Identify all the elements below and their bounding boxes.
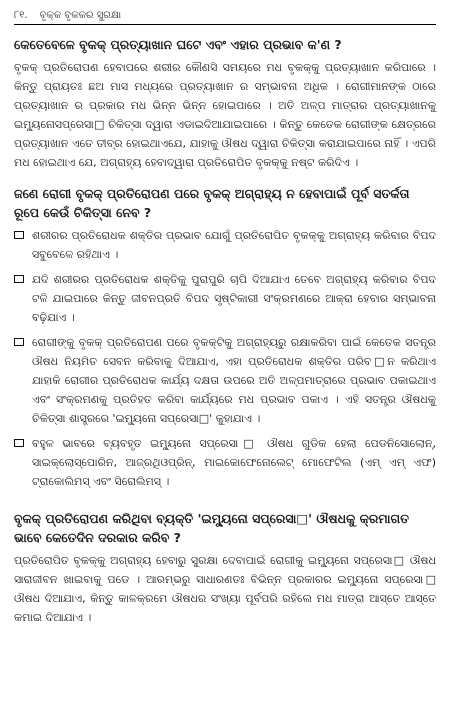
section-2 (14, 184, 436, 491)
section-3-paragraph: ପ୍ରତିରୋପିତ ବୃକକ୍କୁ ଅଗ୍ରାହ୍ୟ ହେବାରୁ ସୁରକ୍ଷା ଦେବାପାଇଁ ରୋଗୀକୁ ଇମ୍ୟୁନୋ ସପ୍ରେସା□ ଔଷଧ ସାରାଜୀବନ ଖାଇବାକୁ ପଡେ । ଆରମ୍ଭରୁ ସାଧାରଣତଃ ବିଭିନ୍ନ ପ୍ରକାରର ଇମ୍ୟୁନୋ ସପ୍ରେସା□ ଔଷଧ ଦିଆଯାଏ, କିନ୍ତୁ କାଳକ୍ରମେ ଔଷଧର ସଂଖ୍ୟା ପୂର୍ବପରି ରହିଲେ ମଧ ମାତ୍ରା ଆସ୍ତେ ଆସ୍ତେ କମାଇ ଦିଆଯାଏ । (14, 554, 436, 624)
running-title: ବୃକ୍କ ବୃକକର ସୁରକ୍ଷା (39, 9, 122, 21)
section-3 (14, 509, 436, 627)
header-rule (14, 24, 436, 25)
running-header (14, 8, 436, 22)
page-number: ୮୧. (14, 9, 28, 21)
bullet-text: ରୋଗୀଙ୍କୁ ବୃକକ୍ ପ୍ରତିରୋପଣ ପରେ ବୃକକ୍ଟିକୁ ଅଗ୍ରାହ୍ୟରୁ ରକ୍ଷାକରିବା ପାଇଁ କେତେକ ସତନ୍ତ୍ର ଔଷଧ ନିୟମିତ ସେବନ କରିବାକୁ ଦିଆଯାଏ, ଏହା ପ୍ରତିରୋଧକ ଶକ୍ତିର ପରିବ□ନ କରିଥାଏ ଯାହାକି ରୋଗୀର ପ୍ରତିରୋଧକ କାର୍ଯ୍ୟ ଦକ୍ଷତା ଉପରେ ଅତି ଅଳ୍ପମାତ୍ରାରେ ପ୍ରଭାବ ପକାଇଥାଏ ଏବଂ ସଂକ୍ରମଣକୁ ପ୍ରତିହତ କରିବା କାର୍ଯ୍ୟରେ ମଧ ପ୍ରଭାବ ପକାଏ । ଏହି ସତନ୍ତ୍ର ଔଷଧକୁ ଚିକିତ୍ସା ଶାସ୍ତ୍ରରେ 'ଇମ୍ୟୁନୋ ସପ୍ରେସା□' କୁହାଯାଏ । (32, 336, 436, 425)
list-item (14, 434, 436, 491)
bullet-text: ଶରୀରର ପ୍ରତିରୋଧକ ଶକ୍ତିର ପ୍ରଭାବ ଯୋଗୁଁ ପ୍ରତିରୋପିତ ବୃକକ୍କୁ ଅଗ୍ରାହ୍ୟ କରିବାର ବିପଦ ସବୁବେଳେ ରହିଥାଏ । (32, 229, 436, 261)
checkbox-bullet-icon (14, 275, 24, 283)
checkbox-bullet-icon (14, 439, 24, 447)
section-2-bullet-list (14, 226, 436, 491)
bullet-text: ଯଦି ଶରୀରର ପ୍ରତିରୋଧକ ଶକ୍ତିକୁ ପୁରାପୁରି ଚାପି ଦିଆଯାଏ ତେବେ ଅଗ୍ରାହ୍ୟ କରିବାର ବିପଦ ଟଳି ଯାଇପାରେ କିନ୍ତୁ ଜୀବନପ୍ରତି ବିପଦ ସୃଷ୍ଟିକାରୀ ସଂକ୍ରମଣରେ ଆକ୍ରା ହେବାର ସମ୍ଭାବନା ବଢ଼ିଯାଏ । (32, 273, 436, 324)
list-item (14, 270, 436, 327)
section-1-paragraph: ବୃକକ୍ ପ୍ରତିରୋପଣ ହେବାପରେ ଶରୀର କୌଣସି ସମୟରେ ମଧ ବୃକକ୍କୁ ପ୍ରତ୍ୟାଖାନ କରିପାରେ । କିନ୍ତୁ ପ୍ରାୟତଃ ଛଅ ମାସ ମଧ୍ୟରେ ପ୍ରତ୍ୟାଖାନ ର ସମ୍ଭାବନା ଅଧିକ । ରୋଗୀମାନଙ୍କ ଠାରେ ପ୍ରତ୍ୟାଖାନ ର ପ୍ରକାର ମଧ ଭିନ୍ନ ଭିନ୍ନ ହୋଇପାରେ । ଅତି ଅଳ୍ପ ମାତ୍ରାର ପ୍ରତ୍ୟାଖାନକୁ ଇମ୍ୟୁନୋସପ୍ରେସା□ ଚିକିତ୍ସା ଦ୍ୱାରା ଏଡାଇଦିଆଯାଇପାରେ । କିନ୍ତୁ କେତେକ ରୋଗୀଙ୍କ କ୍ଷେତ୍ରରେ ପ୍ରତ୍ୟାଖାନ ଏତେ ତୀବ୍ର ହୋଇଥାଏଯେ, ଯାହାକୁ ଔଷଧ ଦ୍ୱାରା ଚିକିତ୍ସା କରାଯାଇପାରେ ନାହିଁ । ଏପରି ମଧ ହୋଇଥାଏ ଯେ, ଅଗ୍ରାହ୍ୟ ହେବାଦ୍ୱାରା ପ୍ରତିରୋପିତ ବୃକକ୍କୁ ନଷ୍ଟ କରିଦିଏ । (14, 61, 436, 169)
section-1 (14, 35, 436, 172)
list-item (14, 226, 436, 264)
section-3-question: ବୃକକ୍ ପ୍ରତିରୋପଣ କରିଥିବା ବ୍ୟକ୍ତି 'ଇମ୍ୟୁନୋ ସପ୍ରେସା□' ଔଷଧକୁ କ୍ରମାଗତ ଭାବେ କେତେଦିନ ଦରକାର କରିବ ? (14, 511, 410, 545)
section-2-question: ଜଣେ ରୋଗୀ ବୃକକ୍ ପ୍ରତିରୋପଣ ପରେ ବୃକକ୍ ଅଗ୍ରାହ୍ୟ ନ ହେବାପାଇଁ ପୂର୍ବ ସତର୍କତା ରୂପେ କେଉଁ ଚିକିତ୍ସା ନେବ ? (14, 186, 410, 220)
section-1-question: କେତେବେଳେ ବୃକକ୍ ପ୍ରତ୍ୟାଖାନ ଘଟେ ଏବଂ ଏହାର ପ୍ରଭାବ କ'ଣ ? (14, 37, 342, 52)
bullet-text: ବହୁଳ ଭାବରେ ବ୍ୟବହୃତ ଇମ୍ୟୁନୋ ସପ୍ରେସା□ ଔଷଧ ଗୁଡିକ ହେଲା ପେଡନିସୋଲୋନ୍, ସାଇକ୍ଲୋସ୍ପୋରିନ, ଆଜ୍ରଥିଓପ୍ରିନ୍, ମାଇକୋଫେନୋଲେଟ୍ ମୋଫେଟିଲ (ଏମ୍ ଏମ୍ ଏଫ) ଟ୍ରାକୋଲିମସ୍ ଏବଂ ସିରୋଲିମସ୍ । (32, 437, 436, 488)
list-item (14, 333, 436, 428)
checkbox-bullet-icon (14, 231, 24, 239)
checkbox-bullet-icon (14, 338, 24, 346)
